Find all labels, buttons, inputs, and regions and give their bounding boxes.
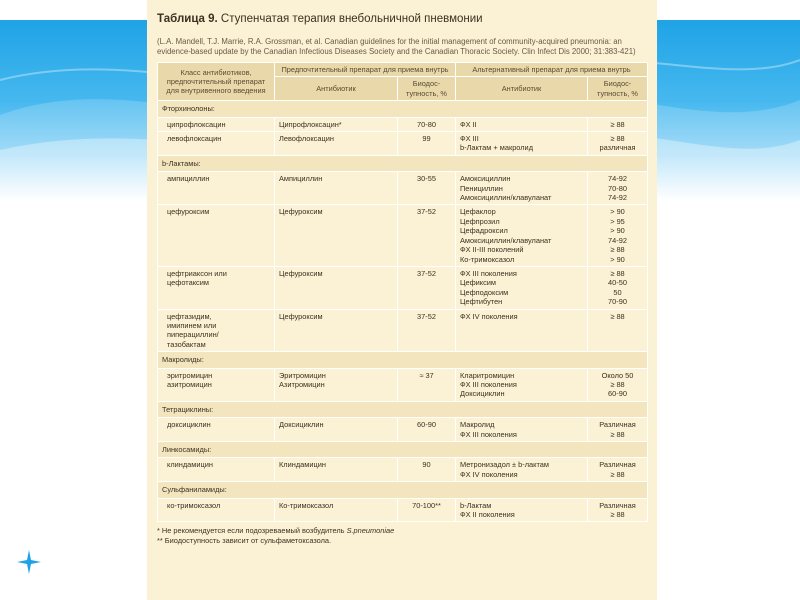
group-name: Линкосамиды: (158, 442, 648, 458)
cell-bioavailability-line: 60-90 (417, 420, 436, 430)
cell-alt-bioavailability-line: 70-80 (608, 183, 627, 193)
cell-oral-drug (275, 132, 398, 156)
cell-alt-bioavailability-line: Различная (599, 500, 636, 510)
table-row (158, 458, 648, 482)
cell-alt-bioavailability-line: > 90 (610, 254, 625, 264)
cell-oral-drug (275, 172, 398, 205)
cell-oral-drug (275, 117, 398, 131)
footnotes (157, 526, 649, 546)
footnote-1-text: * Не рекомендуется если подозреваемый возбудитель (157, 526, 347, 536)
cell-alt-bioavailability-line: 50 (613, 287, 622, 297)
cell-alt-bioavailability-line: 70-90 (608, 297, 627, 307)
cell-alt-bioavailability (588, 418, 648, 442)
header-preferred: Предпочтительный препарат для приема внутрь (275, 63, 456, 77)
cell-iv-drug-line: имипинем или (167, 320, 217, 330)
cell-alt-drug-line: Макролид (460, 420, 495, 430)
cell-alt-drug (456, 498, 588, 522)
cell-iv-drug-line: доксициклин (167, 420, 211, 430)
cell-iv-drug-line: пиперациллин/ (167, 330, 219, 340)
table-row (158, 418, 648, 442)
cell-oral-drug (275, 205, 398, 266)
cell-alt-drug (456, 458, 588, 482)
table-title-number: Таблица 9. (157, 13, 218, 25)
cell-alt-bioavailability (588, 266, 648, 309)
cell-alt-bioavailability-line: ≥ 88 (610, 510, 625, 520)
table-row (158, 368, 648, 401)
cell-alt-drug-line: b-Лактам + макролид (460, 143, 534, 153)
group-row (158, 155, 648, 171)
cell-alt-drug-line: ФХ III (460, 134, 479, 144)
cell-iv-drug (158, 309, 275, 352)
cell-oral-drug (275, 368, 398, 401)
group-name: Фторхинолоны: (158, 101, 648, 117)
footnote-1-pathogen: S.pneumoniae (346, 526, 395, 536)
cell-iv-drug (158, 205, 275, 266)
table-body (158, 101, 648, 522)
cell-alt-drug-line: Ко-тримоксазол (460, 254, 515, 264)
cell-bioavailability-line: 30-55 (417, 174, 436, 184)
cell-alt-bioavailability (588, 172, 648, 205)
cell-iv-drug (158, 172, 275, 205)
cell-bioavailability-line: 70-80 (417, 119, 436, 129)
cell-iv-drug-line: ко-тримоксазол (167, 500, 221, 510)
cell-iv-drug (158, 418, 275, 442)
group-name: Макролиды: (158, 352, 648, 368)
cell-alt-bioavailability-line: 74-92 (608, 174, 627, 184)
group-name: Сульфаниламиды: (158, 482, 648, 498)
cell-alt-drug-line: Цефиксим (460, 278, 497, 288)
cell-iv-drug (158, 458, 275, 482)
header-alternative: Альтернативный препарат для приема внутрь (456, 63, 648, 77)
cell-alt-drug-line: ФХ III поколения (460, 429, 517, 439)
cell-oral-drug-line: Азитромицин (279, 379, 325, 389)
cell-alt-bioavailability-line: 74-92 (608, 235, 627, 245)
cell-alt-drug-line: Амоксициллин/клавуланат (460, 235, 552, 245)
cell-bioavailability (398, 418, 456, 442)
cell-iv-drug-line: азитромицин (167, 379, 212, 389)
cell-alt-drug-line: Цефаклор (460, 207, 496, 217)
cell-alt-drug-line: Цефадроксил (460, 226, 508, 236)
cell-alt-bioavailability-line: Различная (599, 460, 636, 470)
table-row (158, 498, 648, 522)
cell-iv-drug-line: цефотаксим (167, 278, 209, 288)
cell-alt-drug-line: Доксициклин (460, 389, 505, 399)
table-row (158, 132, 648, 156)
cell-iv-drug-line: ампициллин (167, 174, 210, 184)
cell-alt-drug (456, 368, 588, 401)
cell-oral-drug-line: Ампициллин (279, 174, 323, 184)
cell-bioavailability (398, 117, 456, 131)
header-class: Класс антибиотиков, предпочтительный препарат для внутривенного введения (158, 63, 275, 101)
cell-alt-bioavailability (588, 117, 648, 131)
cell-alt-drug-line: Метронизадол ± b-лактам (460, 460, 549, 470)
cell-iv-drug-line: клиндамицин (167, 460, 213, 470)
cell-alt-bioavailability-line: ≥ 88 (610, 245, 625, 255)
cell-alt-drug-line: ФХ II (460, 119, 477, 129)
cell-alt-drug (456, 418, 588, 442)
cell-alt-drug-line: Цефтибутен (460, 297, 503, 307)
cell-alt-drug-line: Кларитромицин (460, 370, 515, 380)
cell-alt-bioavailability (588, 309, 648, 352)
cell-bioavailability-line: 70-100** (412, 500, 441, 510)
table-title (157, 13, 649, 25)
cell-oral-drug-line: Левофлоксацин (279, 134, 334, 144)
cell-alt-bioavailability-line: > 95 (610, 216, 625, 226)
cell-alt-bioavailability-line: различная (599, 143, 636, 153)
cell-alt-drug (456, 309, 588, 352)
cell-alt-bioavailability (588, 368, 648, 401)
group-name: b-Лактамы: (158, 155, 648, 171)
cell-iv-drug-line: ципрофлоксацин (167, 119, 226, 129)
cell-alt-drug-line: ФХ III поколения (460, 379, 517, 389)
header-alt-antibiotic: Антибиотик (456, 77, 588, 101)
cell-iv-drug-line: тазобактам (167, 339, 206, 349)
table-row (158, 266, 648, 309)
table-title-text: Ступенчатая терапия внебольничной пневмонии (217, 13, 483, 25)
group-name: Тетрациклины: (158, 401, 648, 417)
cell-alt-bioavailability-line: 40-50 (608, 278, 627, 288)
group-row (158, 442, 648, 458)
cell-alt-drug (456, 117, 588, 131)
cell-alt-bioavailability-line: Различная (599, 420, 636, 430)
cell-bioavailability (398, 498, 456, 522)
cell-alt-drug-line: ФХ IV поколения (460, 311, 518, 321)
cell-bioavailability (398, 368, 456, 401)
cell-oral-drug (275, 498, 398, 522)
table-row (158, 205, 648, 266)
document-sheet (147, 0, 657, 600)
cell-oral-drug-line: Ко-тримоксазол (279, 500, 334, 510)
cell-alt-drug-line: Амоксициллин (460, 174, 511, 184)
cell-alt-drug-line: Амоксициллин/клавуланат (460, 193, 552, 203)
cell-iv-drug-line: эритромицин (167, 370, 213, 380)
footnote-2: ** Биодоступность зависит от сульфаметоксазола. (157, 536, 332, 546)
group-row (158, 401, 648, 417)
cell-iv-drug (158, 368, 275, 401)
cell-bioavailability-line: 99 (422, 134, 431, 144)
cell-alt-bioavailability-line: ≥ 88 (610, 311, 625, 321)
cell-alt-bioavailability-line: ≥ 88 (610, 429, 625, 439)
cell-oral-drug-line: Доксициклин (279, 420, 324, 430)
cell-iv-drug-line: цефуроксим (167, 207, 210, 217)
cell-alt-bioavailability (588, 205, 648, 266)
header-bioavailability: Биодос-тупность, % (398, 77, 456, 101)
footnote-1 (157, 526, 649, 536)
cell-alt-bioavailability-line: ≥ 88 (610, 469, 625, 479)
cell-alt-drug (456, 132, 588, 156)
cell-alt-drug (456, 205, 588, 266)
cell-alt-bioavailability-line: Около 50 (601, 370, 634, 380)
cell-oral-drug-line: Ципрофлоксацин* (279, 119, 342, 129)
cell-bioavailability (398, 266, 456, 309)
cell-alt-drug-line: Пенициллин (460, 183, 503, 193)
cell-oral-drug-line: Цефуроксим (279, 268, 323, 278)
group-row (158, 101, 648, 117)
cell-iv-drug (158, 498, 275, 522)
cell-bioavailability-line: ≈ 37 (419, 370, 434, 380)
cell-oral-drug-line: Клиндамицин (279, 460, 326, 470)
cell-alt-drug-line: Цефподоксим (460, 287, 509, 297)
cell-alt-drug-line: Цефпрозил (460, 216, 500, 226)
cell-oral-drug (275, 266, 398, 309)
cell-iv-drug-line: цефтазидим, (167, 311, 212, 321)
cell-alt-bioavailability-line: ≥ 88 (610, 134, 625, 144)
sparkle-icon (17, 550, 41, 574)
cell-bioavailability-line: 37-52 (417, 207, 436, 217)
cell-alt-bioavailability (588, 132, 648, 156)
cell-oral-drug (275, 458, 398, 482)
cell-iv-drug-line: цефтриаксон или (167, 268, 227, 278)
cell-alt-bioavailability-line: 60-90 (608, 389, 627, 399)
cell-iv-drug (158, 117, 275, 131)
cell-bioavailability-line: 37-52 (417, 311, 436, 321)
cell-iv-drug (158, 266, 275, 309)
cell-alt-bioavailability (588, 458, 648, 482)
cell-bioavailability (398, 132, 456, 156)
cell-bioavailability-line: 37-52 (417, 268, 436, 278)
cell-alt-bioavailability (588, 498, 648, 522)
cell-oral-drug-line: Цефуроксим (279, 311, 323, 321)
cell-alt-drug-line: ФХ III поколения (460, 268, 517, 278)
cell-alt-drug-line: b-Лактам (460, 500, 492, 510)
table-row (158, 172, 648, 205)
cell-oral-drug-line: Эритромицин (279, 370, 326, 380)
cell-bioavailability (398, 309, 456, 352)
cell-alt-drug (456, 172, 588, 205)
citation: (L.A. Mandell, T.J. Marrie, R.A. Grossman, et al. Canadian guidelines for the initial management of community-acquired pneumonia: an evidence-based update by the Canadian Infectious Diseases Society and the Canadian Thoracic Society. Clin Infect Dis 2000; 31:383-421) (157, 37, 636, 56)
cell-alt-drug-line: ФХ II-III поколений (460, 245, 524, 255)
table-row (158, 309, 648, 352)
therapy-table (157, 62, 648, 522)
cell-iv-drug-line: левофлоксацин (167, 134, 222, 144)
table-row (158, 117, 648, 131)
cell-oral-drug (275, 309, 398, 352)
group-row (158, 482, 648, 498)
cell-alt-bioavailability-line: ≥ 88 (610, 379, 625, 389)
cell-bioavailability-line: 90 (422, 460, 431, 470)
cell-alt-drug-line: ФХ II поколения (460, 510, 515, 520)
cell-alt-bioavailability-line: > 90 (610, 226, 625, 236)
cell-bioavailability (398, 458, 456, 482)
cell-alt-bioavailability-line: ≥ 88 (610, 119, 625, 129)
group-row (158, 352, 648, 368)
cell-alt-drug (456, 266, 588, 309)
cell-alt-drug-line: ФХ IV поколения (460, 469, 518, 479)
cell-iv-drug (158, 132, 275, 156)
cell-oral-drug (275, 418, 398, 442)
cell-alt-bioavailability-line: ≥ 88 (610, 268, 625, 278)
header-alt-bioavailability: Биодос-тупность, % (588, 77, 648, 101)
cell-bioavailability (398, 172, 456, 205)
cell-alt-bioavailability-line: > 90 (610, 207, 625, 217)
header-antibiotic: Антибиотик (275, 77, 398, 101)
cell-bioavailability (398, 205, 456, 266)
cell-oral-drug-line: Цефуроксим (279, 207, 323, 217)
cell-alt-bioavailability-line: 74-92 (608, 193, 627, 203)
